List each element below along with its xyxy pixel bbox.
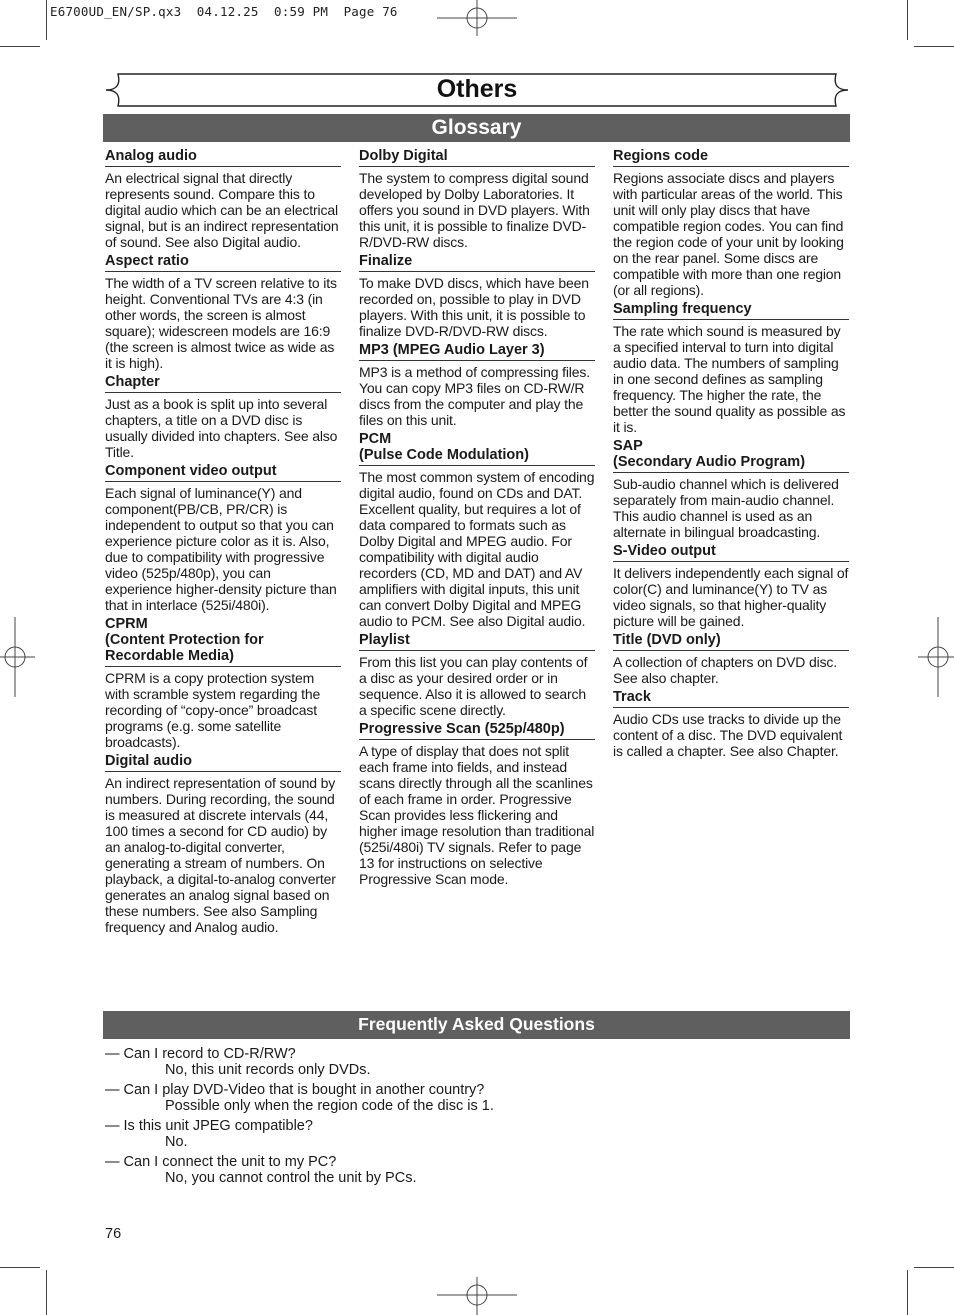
crop-mark <box>914 1267 954 1268</box>
glossary-term: Title (DVD only) <box>613 631 849 651</box>
glossary-definition: Audio CDs use tracks to divide up the content of a disc. The DVD equivalent is called a chapter. See also Chapter. <box>613 711 843 759</box>
glossary-term: Aspect ratio <box>105 252 341 272</box>
glossary-entry <box>613 631 849 686</box>
faq-answer: Possible only when the region code of the disc is 1. <box>165 1098 494 1114</box>
glossary-entry <box>105 462 341 613</box>
glossary-entry <box>105 752 341 935</box>
glossary-column-2 <box>359 147 595 889</box>
glossary-term: Digital audio <box>105 752 341 772</box>
faq-heading: Frequently Asked Questions <box>103 1011 850 1039</box>
glossary-definition: Just as a book is split up into several chapters, a title on a DVD disc is usually divided into chapters. See also Title. <box>105 396 338 460</box>
glossary-term: Playlist <box>359 631 595 651</box>
page-number: 76 <box>105 1226 122 1242</box>
glossary-term: Track <box>613 688 849 708</box>
glossary-entry <box>105 615 341 750</box>
glossary-term: CPRM (Content Protection for Recordable Media) <box>105 615 341 667</box>
faq-item <box>105 1046 805 1078</box>
glossary-definition: From this list you can play contents of a disc as your desired order or in sequence. Also it is allowed to search a specific scene directly. <box>359 654 588 718</box>
glossary-definition: It delivers independently each signal of color(C) and luminance(Y) to TV as video signals, so that higher-quality picture will be gained. <box>613 565 849 629</box>
glossary-entry <box>359 147 595 250</box>
glossary-term: Regions code <box>613 147 849 167</box>
glossary-definition: The most common system of encoding digital audio, found on CDs and DAT. Excellent quality, but requires a lot of data compared to formats such as Dolby Digital and MPEG audio. For compatibility with digital audio recorders (CD, MD and DAT) and AV amplifiers with digital inputs, this unit can convert Dolby Digital and MPEG audio to PCM. See also Digital audio. <box>359 469 595 629</box>
faq-question: — Can I connect the unit to my PC? <box>105 1154 337 1170</box>
glossary-definition: An indirect representation of sound by numbers. During recording, the sound is measured at discrete intervals (44, 100 times a second for CD audio) by an analog-to-digital converter, generating a stream of numbers. On playback, a digital-to-analog converter generates an analog signal based on these numbers. See also Sampling frequency and Analog audio. <box>105 775 336 935</box>
glossary-definition: The width of a TV screen relative to its height. Conventional TVs are 4:3 (in other words, the screen is almost square); widescreen models are 16:9 (the screen is almost twice as wide as it is high). <box>105 275 337 371</box>
registration-mark-left <box>0 617 40 697</box>
glossary-definition: MP3 is a method of compressing files. You can copy MP3 files on CD-RW/R discs from the computer and play the files on this unit. <box>359 364 590 428</box>
glossary-term: SAP (Secondary Audio Program) <box>613 437 849 473</box>
glossary-entry <box>613 300 849 435</box>
glossary-term: PCM (Pulse Code Modulation) <box>359 430 595 466</box>
faq-answer: No, this unit records only DVDs. <box>165 1062 371 1078</box>
faq-item <box>105 1118 805 1150</box>
glossary-entry <box>359 341 595 428</box>
glossary-definition: To make DVD discs, which have been recorded on, possible to play in DVD players. With this unit, it is possible to finalize DVD-R/DVD-RW discs. <box>359 275 589 339</box>
page-title-banner <box>104 72 850 108</box>
glossary-entry <box>613 437 849 540</box>
crop-mark <box>907 0 908 40</box>
crop-mark <box>46 0 47 40</box>
glossary-entry <box>359 430 595 629</box>
glossary-entry <box>359 631 595 718</box>
glossary-definition: A type of display that does not split each frame into fields, and instead scans directly through all the scanlines of each frame in order. Progressive Scan provides less flickering and higher image resolution than traditional (525i/480i) TV signals. Refer to page 13 for instructions on selective Progressive Scan mode. <box>359 743 595 887</box>
glossary-term: MP3 (MPEG Audio Layer 3) <box>359 341 595 361</box>
glossary-term: Finalize <box>359 252 595 272</box>
glossary-definition: Sub-audio channel which is delivered separately from main-audio channel. This audio channel is used as an alternate in bilingual broadcasting. <box>613 476 839 540</box>
print-slug-header: E6700UD_EN/SP.qx3 04.12.25 0:59 PM Page 76 <box>50 4 398 19</box>
glossary-term: Sampling frequency <box>613 300 849 320</box>
glossary-entry <box>105 373 341 460</box>
page-title: Others <box>436 75 518 103</box>
glossary-entry <box>359 252 595 339</box>
glossary-column-1 <box>105 147 341 937</box>
crop-mark <box>46 1270 47 1315</box>
crop-mark <box>907 1270 908 1315</box>
glossary-entry <box>613 147 849 298</box>
glossary-term: Analog audio <box>105 147 341 167</box>
glossary-definition: CPRM is a copy protection system with scramble system regarding the recording of “copy-once” broadcast programs (e.g. some satellite broadcasts). <box>105 670 321 750</box>
faq-item <box>105 1154 805 1186</box>
faq-question: — Can I record to CD-R/RW? <box>105 1046 296 1062</box>
glossary-entry <box>613 542 849 629</box>
crop-mark <box>914 46 954 47</box>
registration-mark-top <box>437 0 517 40</box>
faq-item <box>105 1082 805 1114</box>
crop-mark <box>0 46 40 47</box>
glossary-term: Progressive Scan (525p/480p) <box>359 720 595 740</box>
glossary-definition: A collection of chapters on DVD disc. See also chapter. <box>613 654 838 686</box>
glossary-definition: Regions associate discs and players with particular areas of the world. This unit will only play discs that have compatible region codes. You can find the region code of your unit by looking on the rear panel. Some discs are compatible with more than one region (or all regions). <box>613 170 844 298</box>
glossary-term: Component video output <box>105 462 341 482</box>
glossary-entry <box>105 147 341 250</box>
glossary-heading: Glossary <box>103 114 850 142</box>
glossary-term: S-Video output <box>613 542 849 562</box>
glossary-definition: The system to compress digital sound developed by Dolby Laboratories. It offers you sound in DVD players. With this unit, it is possible to finalize DVD-R/DVD-RW discs. <box>359 170 590 250</box>
glossary-entry <box>359 720 595 887</box>
registration-mark-right <box>914 617 954 697</box>
glossary-definition: Each signal of luminance(Y) and component(PB/CB, PR/CR) is independent to output so that you can experience picture color as it is. Also, due to compatibility with progressive video (525p/480p), you can experience higher-density picture than that in interlace (525i/480i). <box>105 485 337 613</box>
faq-answer: No. <box>165 1134 188 1150</box>
glossary-definition: The rate which sound is measured by a specified interval to turn into digital audio data. The numbers of sampling in one second defines as sampling frequency. The higher the rate, the better the sound quality as possible as it is. <box>613 323 846 435</box>
glossary-entry <box>613 688 849 759</box>
faq-question: — Can I play DVD-Video that is bought in another country? <box>105 1082 485 1098</box>
faq-list <box>105 1046 805 1190</box>
crop-mark <box>0 1267 40 1268</box>
glossary-term: Chapter <box>105 373 341 393</box>
faq-answer: No, you cannot control the unit by PCs. <box>165 1170 417 1186</box>
glossary-term: Dolby Digital <box>359 147 595 167</box>
glossary-definition: An electrical signal that directly represents sound. Compare this to digital audio which can be an electrical signal, but is an indirect representation of sound. See also Digital audio. <box>105 170 339 250</box>
glossary-entry <box>105 252 341 371</box>
glossary-column-3 <box>613 147 849 761</box>
faq-question: — Is this unit JPEG compatible? <box>105 1118 313 1134</box>
registration-mark-bottom <box>437 1277 517 1315</box>
